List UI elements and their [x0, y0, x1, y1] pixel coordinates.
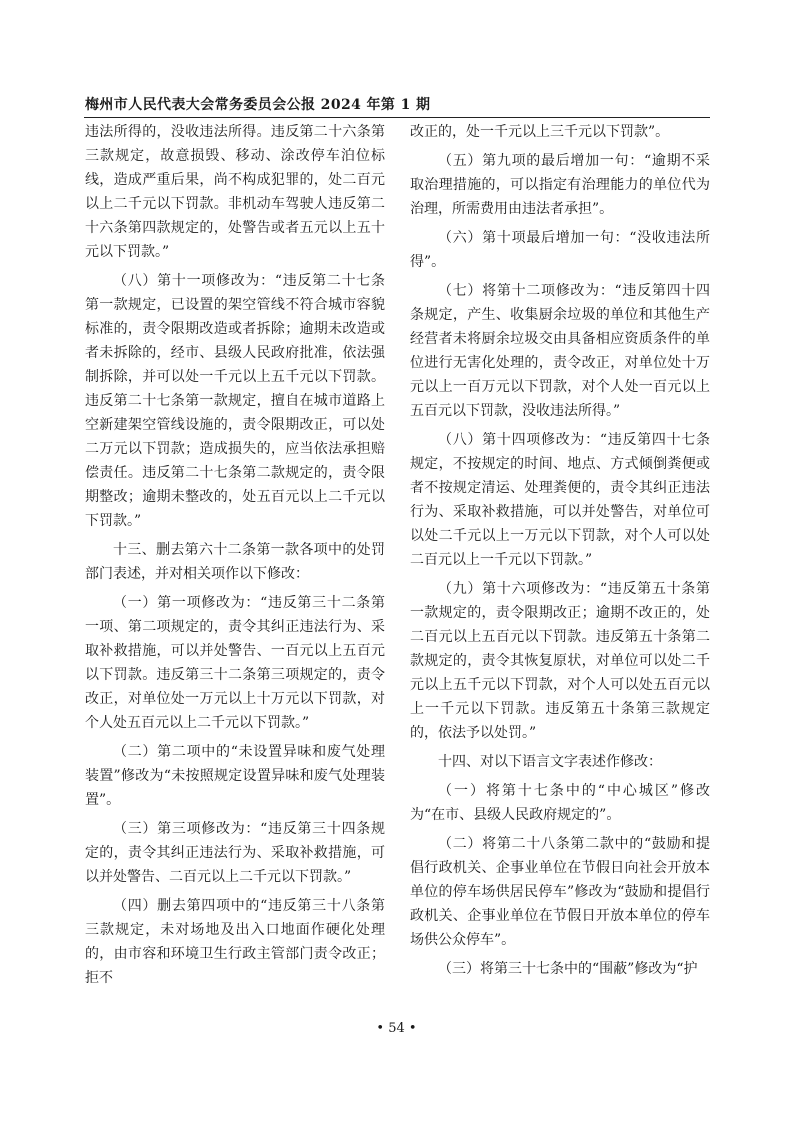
paragraph: （五）第九项的最后增加一句：“逾期不采取治理措施的，可以指定有治理能力的单位代为治理，所需费用由违法者承担”。: [410, 153, 710, 217]
paragraph: 违法所得的，没收违法所得。违反第二十六条第三款规定，故意损毁、移动、涂改停车泊位标线，造成严重后果，尚不构成犯罪的，处二百元以上二千元以下罚款。非机动车驾驶人违反第二十六条第四款规定的，处警告或者五元以上五十元以下罚款。”: [85, 124, 385, 260]
paragraph: （三）将第三十七条中的“围蔽”修改为“护: [438, 961, 698, 977]
paragraph: 十三、删去第六十二条第一款各项中的处罚部门表述，并对相关项作以下修改：: [85, 542, 385, 582]
paragraph: （七）将第十二项修改为：“违反第四十四条规定，产生、收集厨余垃圾的单位和其他生产经营者未将厨余垃圾交由具备相应资质条件的单位进行无害化处理的，责令改正，对单位处十万元以上一百万元以下罚款，对个人处一百元以上五百元以下罚款，没收违法所得。”: [410, 283, 710, 419]
right-column: [410, 120, 710, 986]
paragraph: （二）将第二十八条第二款中的“鼓励和提倡行政机关、企事业单位在节假日向社会开放本单位的停车场供居民停车”修改为“鼓励和提倡行政机关、企事业单位在节假日开放本单位的停车场供公众停车”。: [410, 836, 710, 948]
page-number: • 54 •: [376, 1021, 417, 1036]
paragraph: （一）将第十七条中的“中心城区”修改为“在市、县级人民政府规定的”。: [410, 783, 710, 823]
page-header: 梅州市人民代表大会常务委员会公报 2024 年第 1 期: [85, 97, 431, 113]
header-rule: [84, 117, 710, 118]
paragraph: （四）删去第四项中的“违反第三十八条第三款规定，未对场地及出入口地面作硬化处理的，由市容和环境卫生行政主管部门责令改正；拒不: [85, 898, 385, 986]
paragraph: （一）第一项修改为：“违反第三十二条第一项、第二项规定的，责令其纠正违法行为、采取补救措施，可以并处警告、一百元以上五百元以下罚款。违反第三十二条第三项规定的，责令改正，对单位处一万元以上十万元以下罚款，对个人处五百元以上二千元以下罚款。”: [85, 595, 385, 731]
paragraph: 十四、对以下语言文字表述作修改：: [438, 754, 662, 770]
paragraph: （二）第二项中的“未设置异味和废气处理装置”修改为“未按照规定设置异味和废气处理装置”。: [85, 744, 385, 808]
paragraph: （八）第十一项修改为：“违反第二十七条第一款规定，已设置的架空管线不符合城市容貌标准的，责令限期改造或者拆除；逾期未改造或者未拆除的，经市、县级人民政府批准，依法强制拆除，并可以处一千元以上五千元以下罚款。违反第二十七条第一款规定，擅自在城市道路上空新建架空管线设施的，责令限期改正，可以处二万元以下罚款；造成损失的，应当依法承担赔偿责任。违反第二十七条第二款规定的，责令限期整改；逾期未整改的，处五百元以上二千元以下罚款。”: [85, 273, 385, 529]
paragraph: 改正的，处一千元以上三千元以下罚款”。: [410, 124, 670, 140]
paragraph: （三）第三项修改为：“违反第三十四条规定的，责令其纠正违法行为、采取补救措施，可以并处警告、二百元以上二千元以下罚款。”: [85, 821, 385, 885]
paragraph: （六）第十项最后增加一句：“没收违法所得”。: [410, 230, 710, 270]
paragraph: （九）第十六项修改为：“违反第五十条第一款规定的，责令限期改正；逾期不改正的，处二百元以上五百元以下罚款。违反第五十条第二款规定的，责令其恢复原状，对单位可以处二千元以上五千元以下罚款，对个人可以处五百元以上一千元以下罚款。违反第五十条第三款规定的，依法予以处罚。”: [410, 581, 710, 741]
paragraph: （八）第十四项修改为：“违反第四十七条规定，不按规定的时间、地点、方式倾倒粪便或者不按规定清运、处理粪便的，责令其纠正违法行为、采取补救措施，可以并处警告，对单位可以处二千元以上一万元以下罚款，对个人可以处二百元以上一千元以下罚款。”: [410, 432, 710, 568]
left-column: [85, 120, 385, 995]
